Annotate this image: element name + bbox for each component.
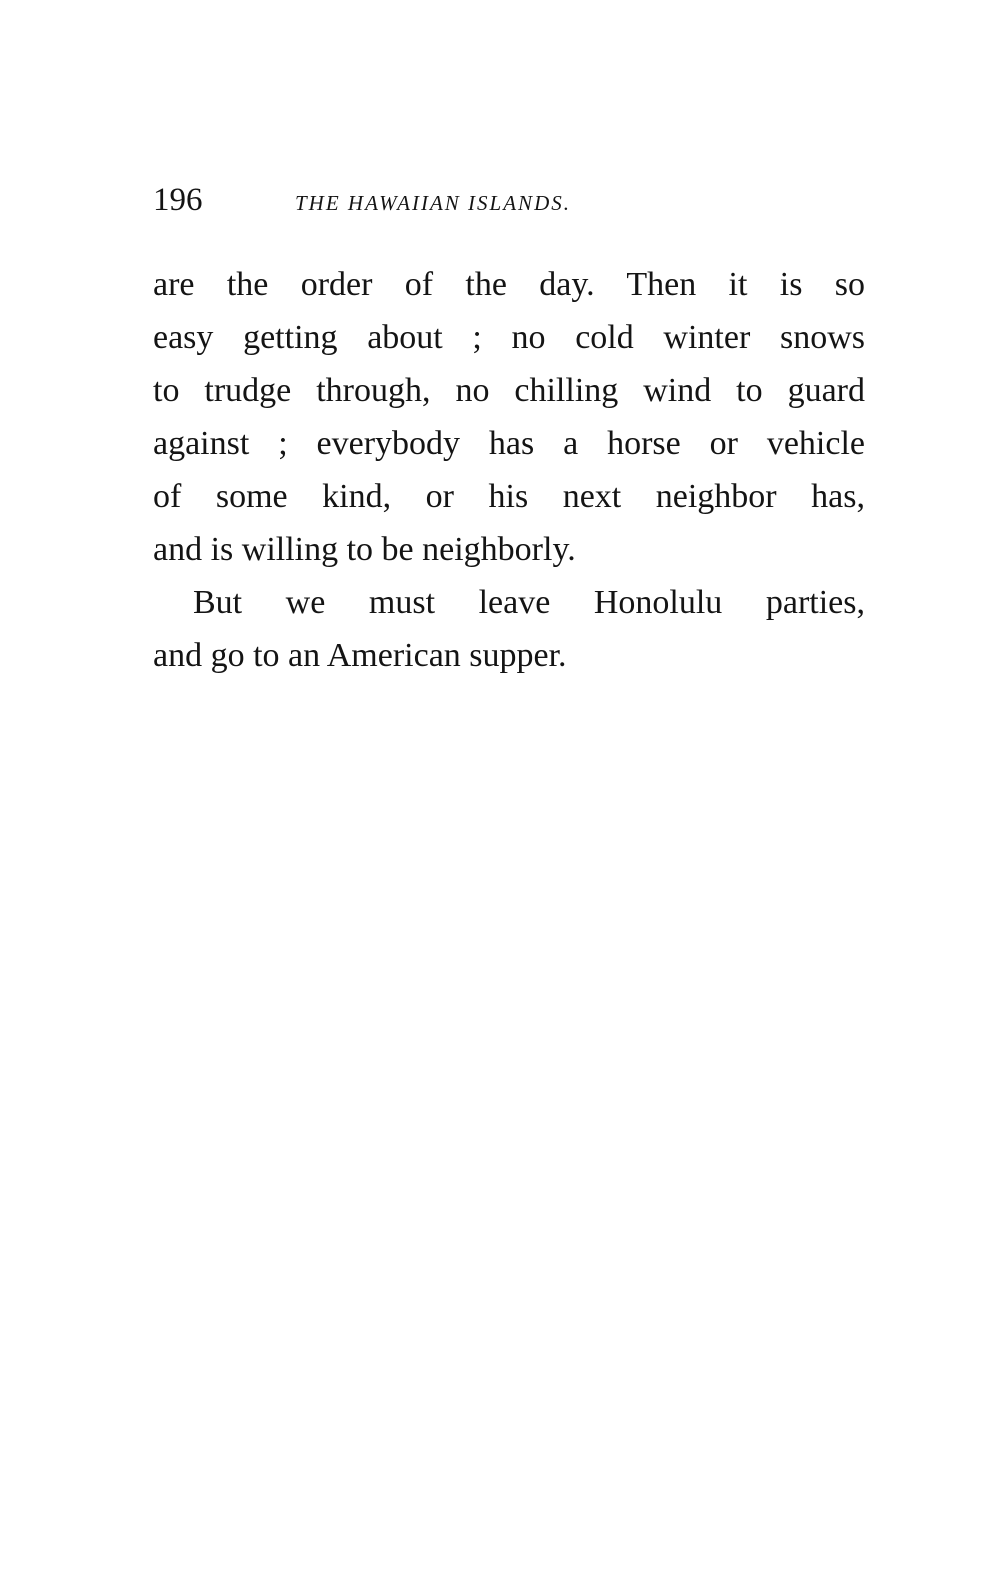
text-line: of some kind, or his next neighbor has,: [153, 478, 865, 515]
text-line: and is willing to be neighborly.: [153, 531, 576, 568]
text-line: But we must leave Honolulu parties,: [193, 584, 865, 621]
text-line: to trudge through, no chilling wind to guard: [153, 372, 865, 409]
paragraph: [153, 576, 865, 682]
body-text: [153, 258, 865, 682]
text-line: easy getting about ; no cold winter snows: [153, 319, 865, 356]
page-number: 196: [153, 182, 203, 218]
text-line: are the order of the day. Then it is so: [153, 266, 865, 303]
text-line: and go to an American supper.: [153, 637, 567, 674]
page-header: [153, 180, 873, 224]
text-line: against ; everybody has a horse or vehicle: [153, 425, 865, 462]
running-title: THE HAWAIIAN ISLANDS.: [295, 191, 571, 215]
paragraph: [153, 258, 865, 576]
